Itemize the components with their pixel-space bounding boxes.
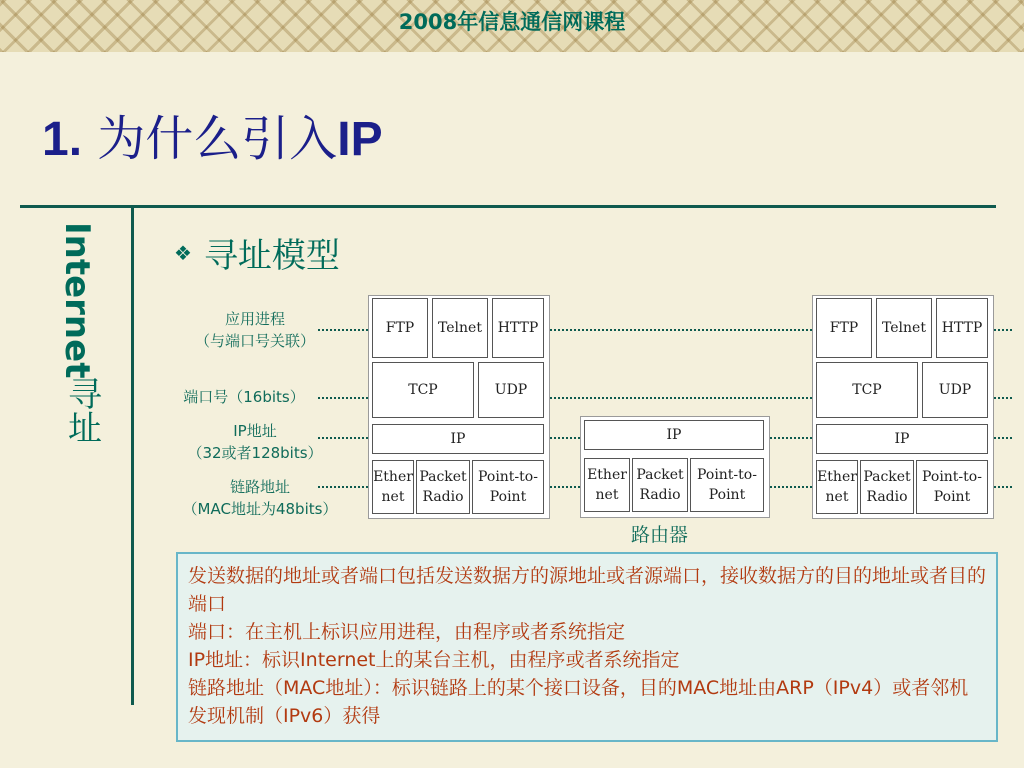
link-address-line2: （MAC地址为48bits） (182, 500, 338, 518)
stack-cell-tcp: TCP (372, 362, 474, 418)
stack-cell-telnet: Telnet (876, 298, 932, 358)
port-label: 端口号（16bits） (183, 388, 305, 406)
ip-address-label (150, 420, 360, 464)
router-cell-ip: IP (584, 420, 764, 450)
bullet-text: 寻址模型 (203, 236, 340, 276)
stack-cell-ip: IP (372, 424, 544, 454)
note-line: 发送数据的地址或者端口包括发送数据方的源地址或者源端口，接收数据方的目的地址或者目的端口 (188, 565, 987, 615)
note-line: 端口：在主机上标识应用进程，由程序或者系统指定 (188, 621, 626, 643)
slide-title (42, 100, 383, 169)
stack-cell-http: HTTP (936, 298, 988, 358)
diamond-bullet-icon: ❖ (174, 240, 192, 265)
stack-cell-udp: UDP (478, 362, 544, 418)
explanation-box (176, 552, 998, 742)
title-number: 1. (42, 113, 83, 166)
stack-cell-packet-radio: Packet Radio (860, 460, 914, 514)
stack-cell-http: HTTP (492, 298, 544, 358)
stack-cell-point-to-point: Point-to-Point (916, 460, 988, 514)
stack-cell-tcp: TCP (816, 362, 918, 418)
course-banner: 2008年信息通信网课程 (398, 10, 626, 34)
section-label-cn: 寻址 (68, 375, 102, 450)
stack-cell-ethernet: Ether net (372, 460, 414, 514)
app-process-line2: （与端口号关联） (194, 332, 315, 350)
stack-cell-ethernet: Ether net (816, 460, 858, 514)
note-line: 链路地址（MAC地址）：标识链路上的某个接口设备，目的MAC地址由ARP（IPv4）或者邻机发现机制（IPv6）获得 (188, 677, 969, 727)
router-cell-ethernet: Ether net (584, 458, 630, 512)
ip-address-line2: （32或者128bits） (187, 444, 323, 462)
bullet-item (174, 228, 340, 277)
router-label: 路由器 (631, 524, 689, 546)
router-cell-point-to-point: Point-to-Point (690, 458, 764, 512)
title-text: 为什么引入 (82, 111, 338, 167)
ip-address-line1: IP地址 (233, 422, 277, 440)
stack-cell-packet-radio: Packet Radio (416, 460, 470, 514)
link-address-label (150, 476, 370, 520)
title-ip: IP (337, 113, 383, 166)
horizontal-divider (20, 205, 996, 208)
vertical-divider (131, 207, 134, 705)
note-line: IP地址：标识Internet上的某台主机，由程序或者系统指定 (188, 649, 680, 671)
stack-cell-telnet: Telnet (432, 298, 488, 358)
stack-cell-point-to-point: Point-to-Point (472, 460, 544, 514)
link-address-line1: 链路地址 (229, 478, 290, 496)
stack-cell-ftp: FTP (372, 298, 428, 358)
app-process-line1: 应用进程 (224, 310, 285, 328)
section-label (57, 222, 110, 450)
stack-cell-ip: IP (816, 424, 988, 454)
stack-cell-udp: UDP (922, 362, 988, 418)
stack-cell-ftp: FTP (816, 298, 872, 358)
section-label-latin: Internet (57, 222, 97, 379)
router-cell-packet-radio: Packet Radio (632, 458, 688, 512)
